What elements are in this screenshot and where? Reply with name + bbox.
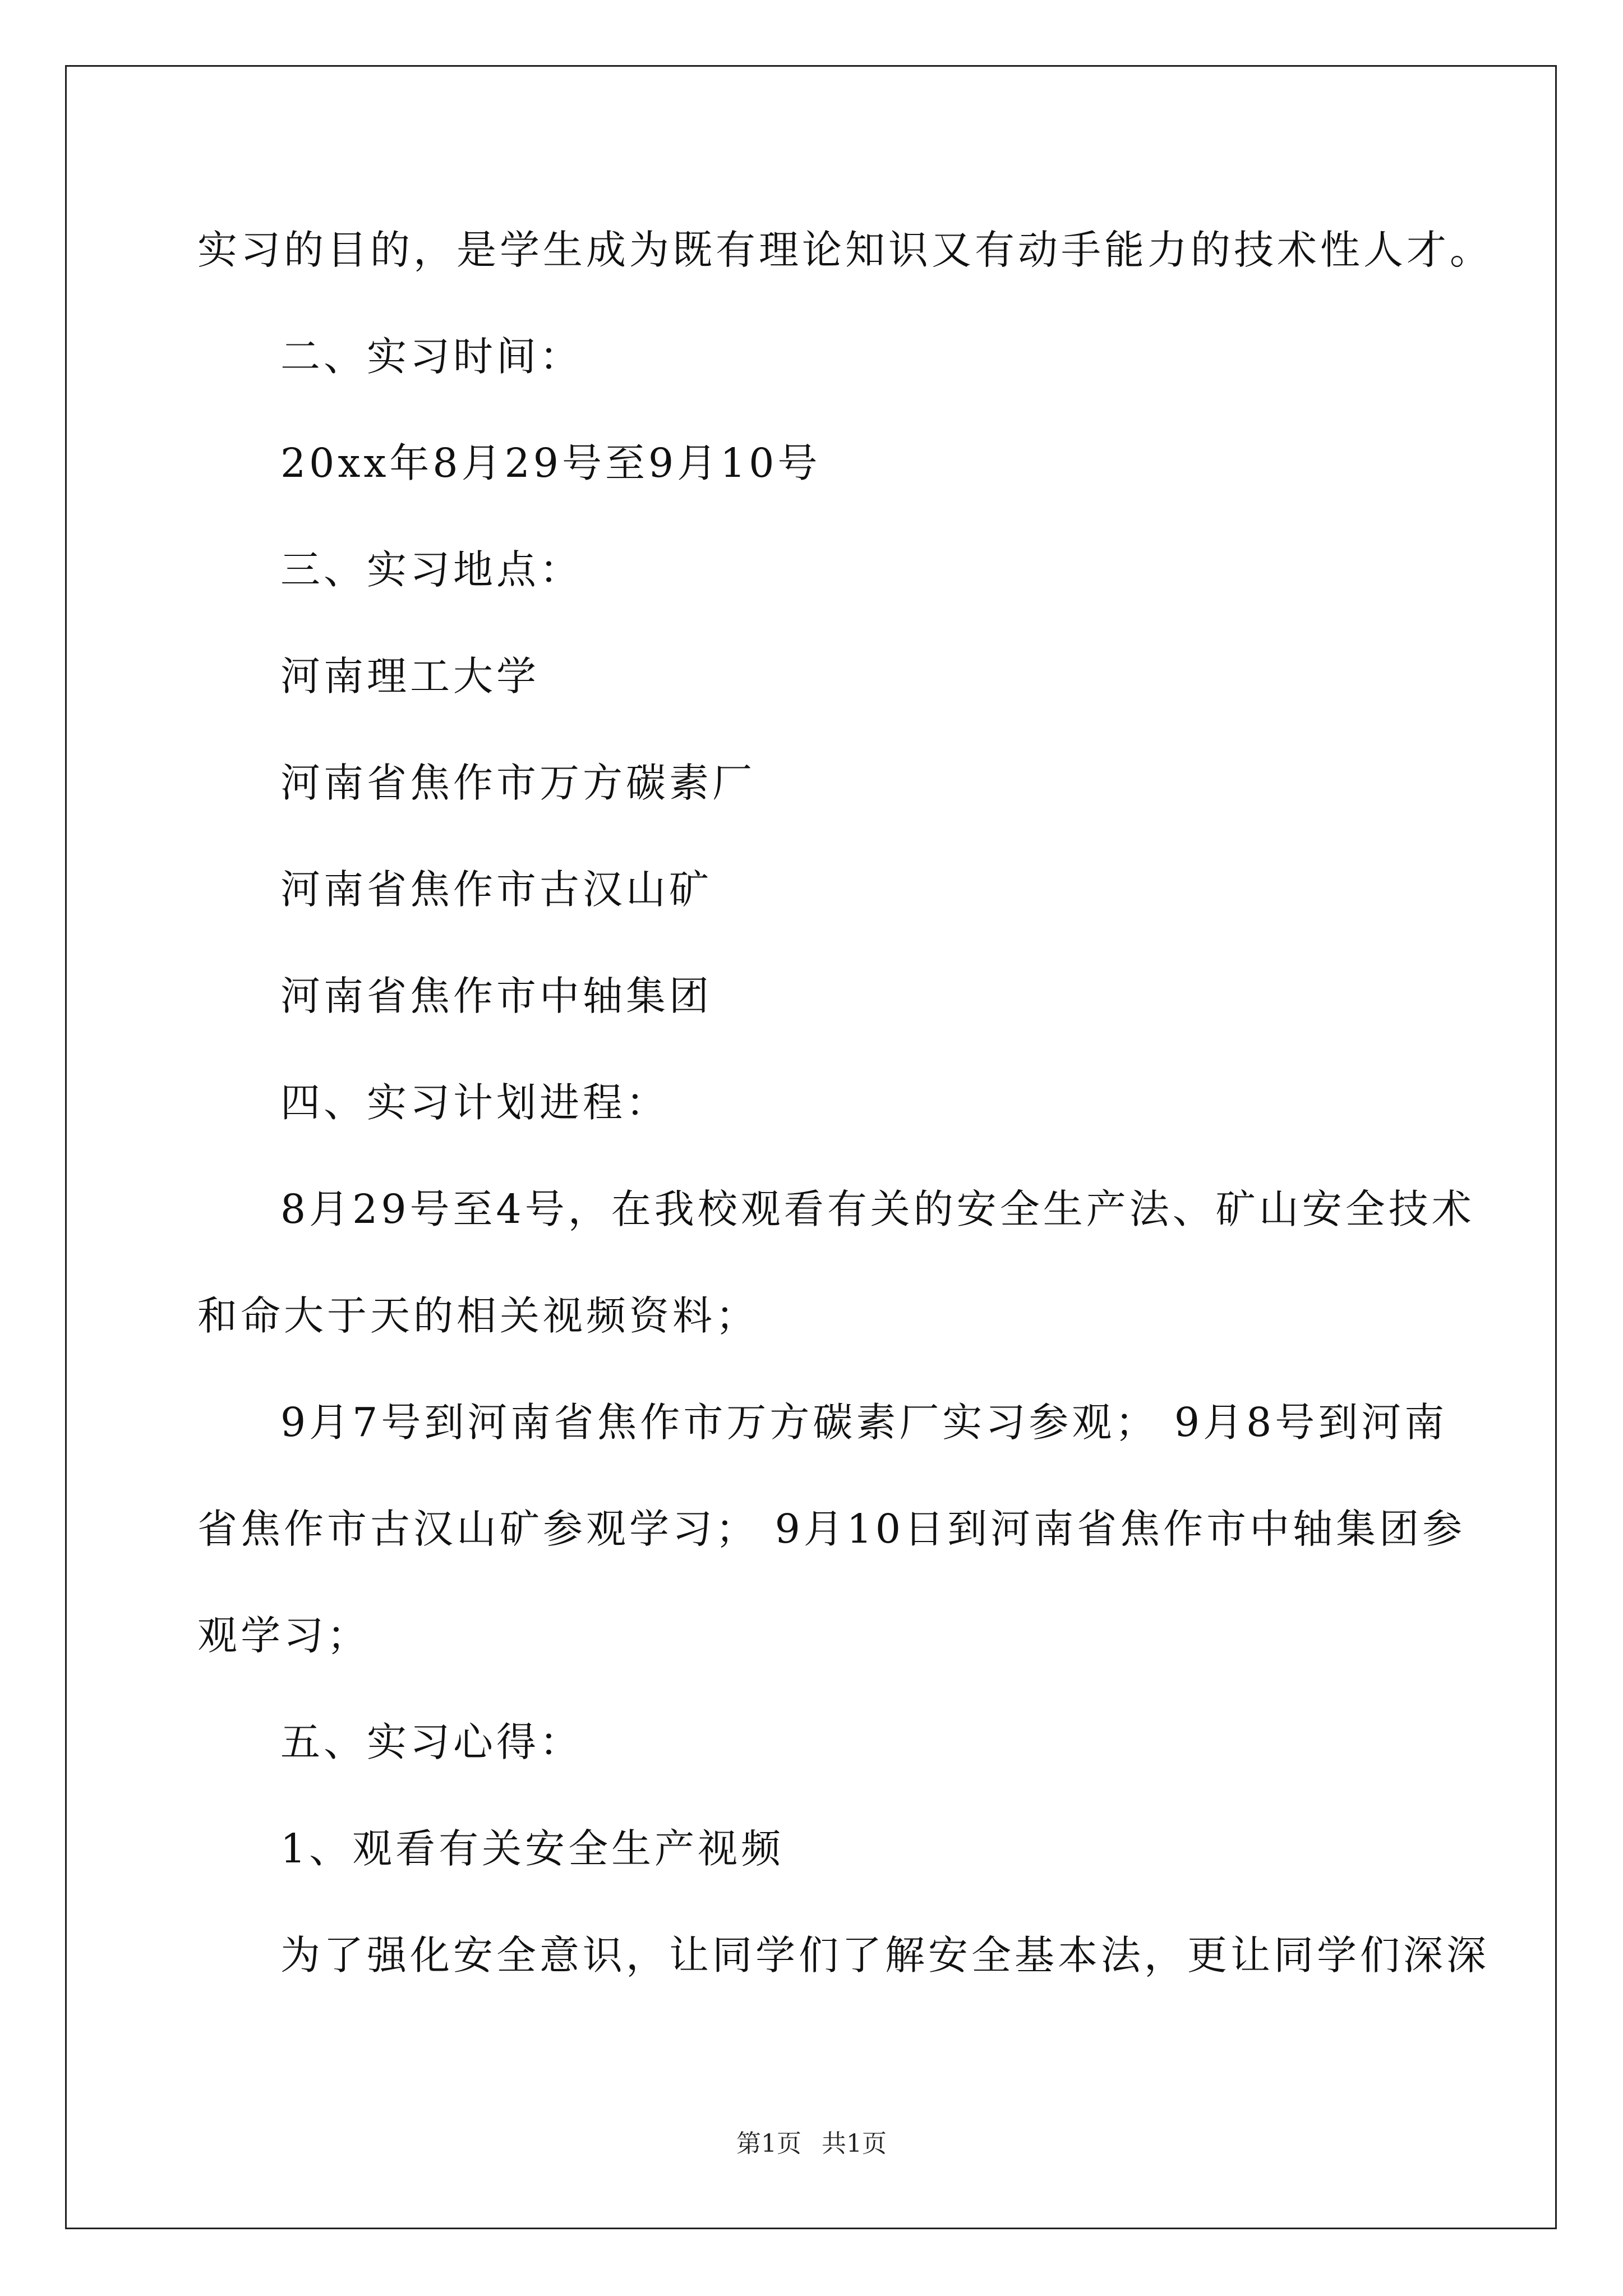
section-heading: 二、实习时间： <box>280 333 583 380</box>
section-heading: 五、实习心得： <box>280 1719 583 1765</box>
paragraph-line: 河南理工大学 <box>280 653 540 700</box>
paragraph-line: 1、观看有关安全生产视频 <box>280 1825 785 1872</box>
section-heading: 三、实习地点： <box>280 546 583 593</box>
paragraph-line: 9月7号到河南省焦作市万方碳素厂实习参观； 9月8号到河南 <box>280 1399 1448 1446</box>
paragraph-line: 和命大于天的相关视频资料； <box>197 1292 759 1339</box>
paragraph-line: 河南省焦作市万方碳素厂 <box>280 760 756 806</box>
paragraph-line: 观学习； <box>197 1612 371 1659</box>
paragraph-line: 实习的目的，是学生成为既有理论知识又有动手能力的技术性人才。 <box>197 227 1493 273</box>
paragraph-line: 8月29号至4号，在我校观看有关的安全生产法、矿山安全技术 <box>280 1186 1475 1232</box>
current-page-label: 第1页 <box>736 2129 801 2158</box>
section-heading: 四、实习计划进程： <box>280 1079 670 1126</box>
paragraph-line: 河南省焦作市中轴集团 <box>280 973 713 1019</box>
paragraph-line: 省焦作市古汉山矿参观学习； 9月10日到河南省焦作市中轴集团参 <box>197 1506 1466 1552</box>
paragraph-line: 为了强化安全意识，让同学们了解安全基本法，更让同学们深深 <box>280 1932 1490 1978</box>
paragraph-line: 20xx年8月29号至9月10号 <box>280 440 821 486</box>
total-pages-label: 共1页 <box>822 2129 887 2158</box>
page-footer <box>0 2129 1623 2158</box>
paragraph-line: 河南省焦作市古汉山矿 <box>280 866 713 913</box>
page-border <box>65 65 1557 2229</box>
